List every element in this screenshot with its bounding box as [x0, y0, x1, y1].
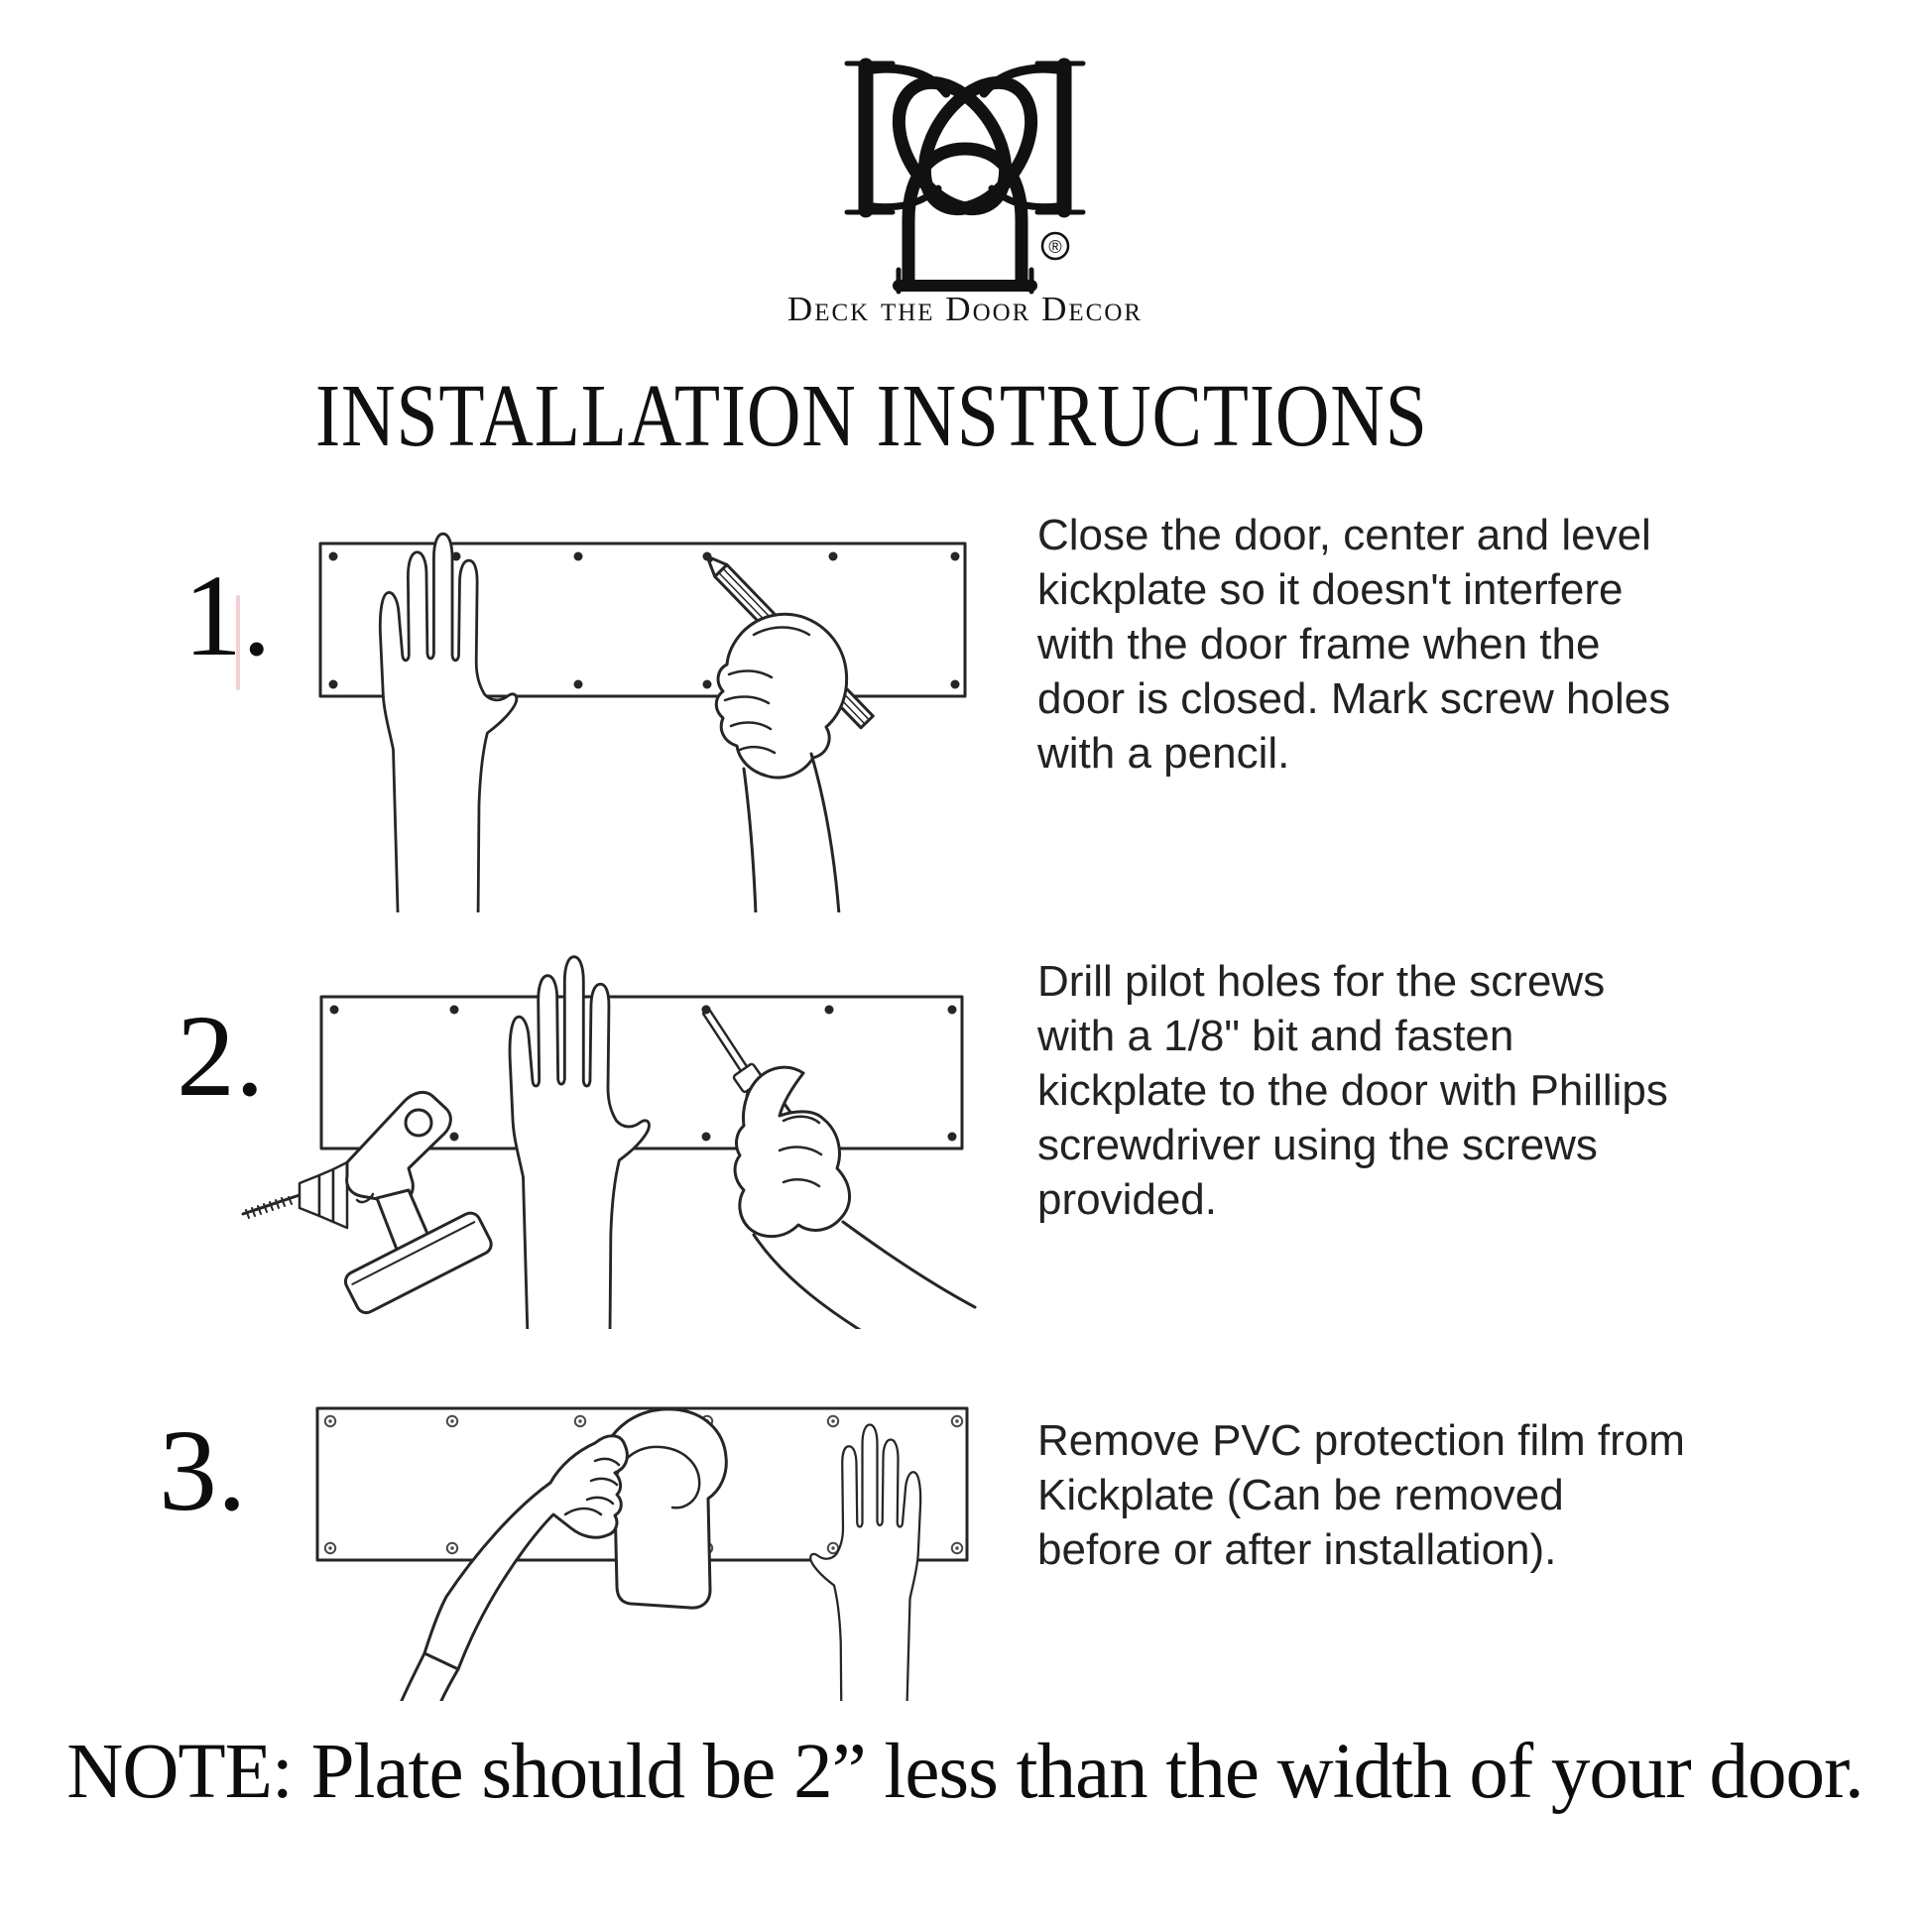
step-2-line: with a 1/8" bit and fasten [1037, 1012, 1514, 1060]
logo-left-d-stem [847, 63, 893, 212]
step-2-line: kickplate to the door with Phillips [1037, 1066, 1668, 1115]
peel-protection-film-kickplate-illustration [149, 1403, 1022, 1701]
step-1-line: kickplate so it doesn't interfere [1037, 565, 1624, 614]
deck-the-door-decor-monogram-icon [841, 50, 1089, 298]
brand-name: Deck the Door Decor [786, 290, 1144, 328]
step-1-line: with the door frame when the [1037, 620, 1601, 668]
logo-right-d-stem [1037, 63, 1083, 212]
step-1-number: 1. [183, 550, 272, 680]
step-2-text [1037, 954, 1811, 1227]
step-1-text [1037, 508, 1811, 781]
step-3-text [1037, 1413, 1811, 1577]
step-1-line: Close the door, center and level [1037, 511, 1651, 559]
svg-text:®: ® [1048, 237, 1062, 257]
step-3-number: 3. [159, 1405, 247, 1535]
drill-hand-screwdriver-kickplate-illustration [149, 952, 1022, 1329]
step-1-line: door is closed. Mark screw holes [1037, 674, 1671, 723]
kickplate-hand-pencil-marking-illustration [149, 516, 1022, 912]
step-2-line: screwdriver using the screws [1037, 1121, 1598, 1169]
step-3-line: Kickplate (Can be removed [1037, 1471, 1564, 1519]
step-1-line: with a pencil. [1037, 729, 1290, 778]
step-2-line: Drill pilot holes for the screws [1037, 957, 1606, 1006]
step-3-line: before or after installation). [1037, 1525, 1557, 1574]
marking-hand-icon [716, 614, 846, 912]
footer-note: NOTE: Plate should be 2” less than the width of your door. [66, 1729, 1864, 1815]
step-2-line: provided. [1037, 1175, 1218, 1224]
brand-logo [841, 50, 1089, 298]
step-2-number: 2. [177, 991, 265, 1121]
step-3-line: Remove PVC protection film from [1037, 1416, 1685, 1465]
registered-trademark-icon [1042, 233, 1068, 259]
page-title: INSTALLATION INSTRUCTIONS [315, 367, 1428, 465]
